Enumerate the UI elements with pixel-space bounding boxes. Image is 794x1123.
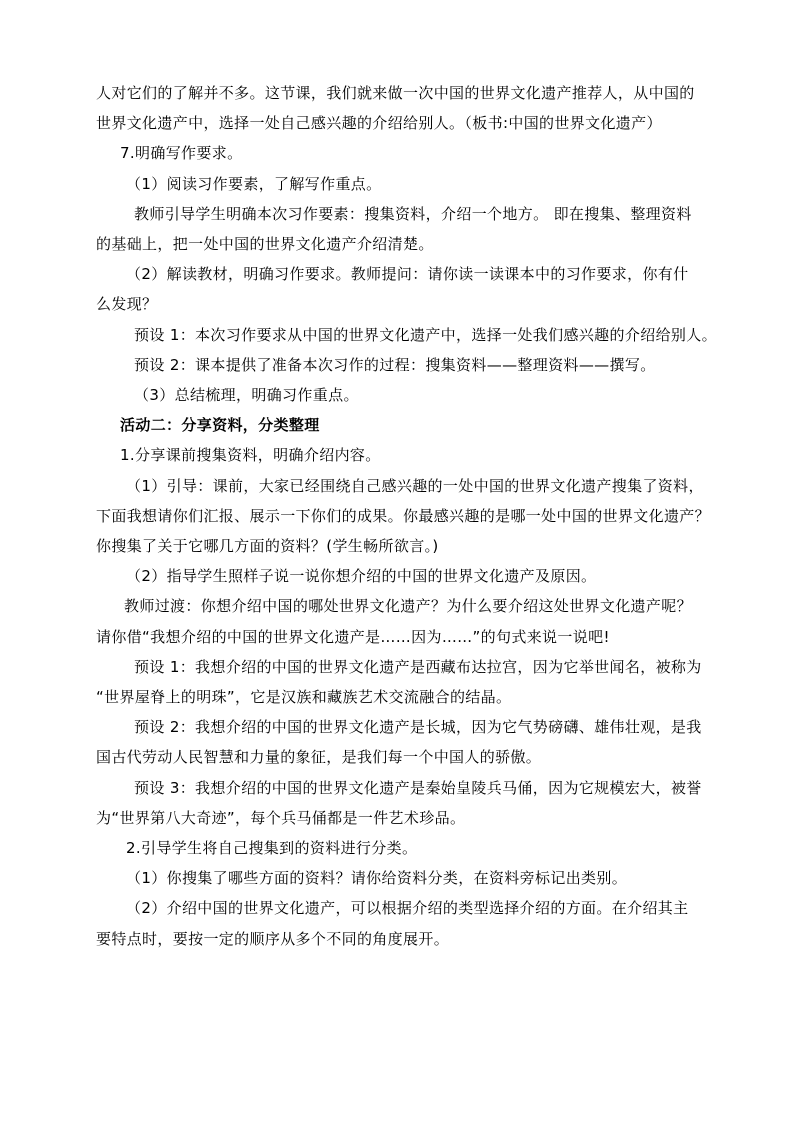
text-line: 要特点时，要按一定的顺序从多个不同的角度展开。 bbox=[96, 929, 450, 948]
section-heading: 活动二：分享资料，分类整理 bbox=[120, 416, 320, 435]
text-line: 世界文化遗产中，选择一处自己感兴趣的介绍给别人。（板书:中国的世界文化遗产） bbox=[96, 114, 662, 133]
text-line: （2）指导学生照样子说一说你想介绍的中国的世界文化遗产及原因。 bbox=[126, 567, 597, 586]
text-line: 2.引导学生将自己搜集到的资料进行分类。 bbox=[126, 839, 418, 857]
text-line: 的基础上，把一处中国的世界文化遗产介绍清楚。 bbox=[96, 235, 434, 253]
text-line: 1.分享课前搜集资料，明确介绍内容。 bbox=[120, 446, 381, 465]
text-line: 预设 2：课本提供了准备本次习作的过程：搜集资料——整理资料——撰写。 bbox=[134, 355, 656, 374]
text-line: 你搜集了关于它哪几方面的资料？(学生畅所欲言。) bbox=[96, 537, 439, 555]
text-line: 预设 1：本次习作要求从中国的世界文化遗产中，选择一处我们感兴趣的介绍给别人。 bbox=[134, 325, 717, 344]
text-line: “世界屋脊上的明珠”，它是汉族和藏族艺术交流融合的结晶。 bbox=[96, 688, 512, 706]
text-line: 么发现？ bbox=[96, 295, 158, 314]
text-line: 人对它们的了解并不多。这节课，我们就来做一次中国的世界文化遗产推荐人，从中国的 bbox=[96, 84, 695, 102]
text-line: （3）总结梳理，明确习作重点。 bbox=[134, 386, 359, 404]
text-line: （2）解读教材，明确习作要求。教师提问：请你读一读课本中的习作要求，你有什 bbox=[126, 265, 689, 284]
text-line: 预设 3：我想介绍的中国的世界文化遗产是秦始皇陵兵马俑，因为它规模宏大，被誉 bbox=[134, 778, 702, 797]
text-line: 预设 1：我想介绍的中国的世界文化遗产是西藏布达拉宫，因为它举世闻名，被称为 bbox=[134, 657, 702, 676]
text-line: 为“世界第八大奇迹”，每个兵马俑都是一件艺术珍品。 bbox=[96, 808, 466, 827]
text-line: 教师过渡：你想介绍中国的哪处世界文化遗产？为什么要介绍这处世界文化遗产呢？ bbox=[124, 597, 692, 616]
text-line: （2）介绍中国的世界文化遗产，可以根据介绍的类型选择介绍的方面。在介绍其主 bbox=[126, 899, 689, 918]
text-line: 下面我想请你们汇报、展示一下你们的成果。你最感兴趣的是哪一处中国的世界文化遗产？ bbox=[96, 506, 711, 525]
text-line: （1）你搜集了哪些方面的资料？请你给资料分类，在资料旁标记出类别。 bbox=[126, 869, 628, 888]
text-line: 国古代劳动人民智慧和力量的象征，是我们每一个中国人的骄傲。 bbox=[96, 748, 542, 767]
text-line: 教师引导学生明确本次习作要素：搜集资料，介绍一个地方。 即在搜集、整理资料 bbox=[134, 204, 692, 223]
text-line: 7.明确写作要求。 bbox=[120, 144, 243, 163]
text-line: 请你借“我想介绍的中国的世界文化遗产是……因为……”的句式来说一说吧! bbox=[96, 627, 610, 646]
text-line: （1）阅读习作要素，了解写作重点。 bbox=[126, 174, 382, 193]
text-line: （1）引导：课前，大家已经围绕自己感兴趣的一处中国的世界文化遗产搜集了资料， bbox=[126, 476, 704, 495]
text-line: 预设 2：我想介绍的中国的世界文化遗产是长城，因为它气势磅礴、雄伟壮观，是我 bbox=[134, 718, 702, 737]
